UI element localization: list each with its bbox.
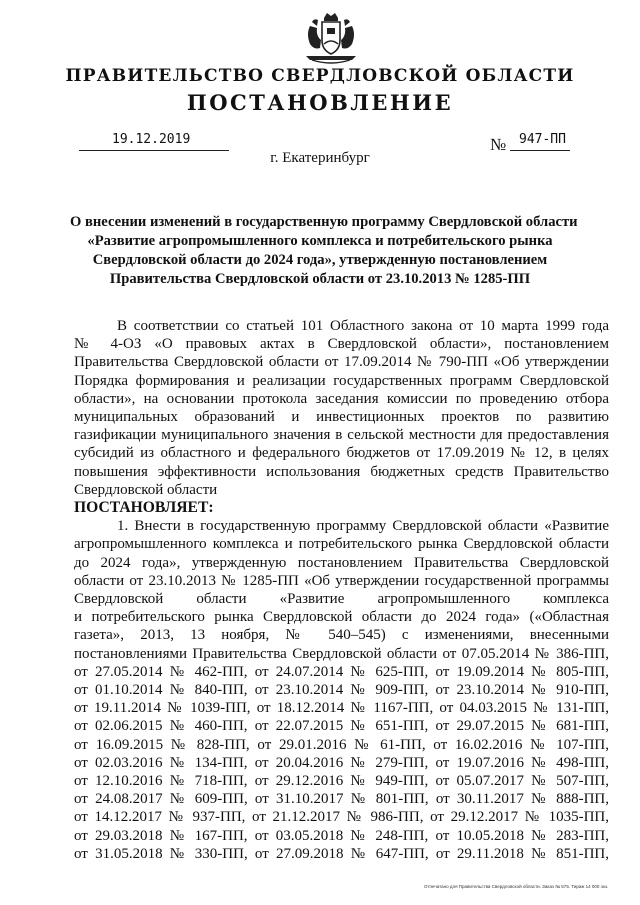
decree-word: ПОСТАНОВЛЯЕТ: (74, 499, 214, 517)
print-footer: Отпечатано для Правительства Свердловской области. Заказ № 575. Тираж 14 000 экз. (424, 884, 609, 889)
preamble-line: Свердловской области (74, 481, 218, 498)
number-sign: № (490, 135, 507, 154)
heading-line: О внесении изменений в государственную программу Свердловской области (70, 214, 578, 230)
item1-line: и потребительского рынка Свердловской области до 2024 года» («Областная (74, 609, 609, 626)
item1-line: области от 23.10.2013 № 1285-ПП «Об утверждении государственной программы (74, 572, 609, 589)
preamble-line: повышения эффективности использования бюджетных средств Правительство (74, 463, 609, 480)
preamble-line: области», на основании протокола заседания комиссии по проведению отбора (74, 390, 609, 407)
heading-line: «Развитие агропромышленного комплекса и потребительского рынка (87, 233, 553, 249)
document-number: 947-ПП (519, 132, 566, 147)
item1-line: от 16.09.2015 № 828-ПП, от 29.01.2016 № 61-ПП, от 16.02.2016 № 107-ПП, (74, 736, 609, 753)
preamble-line: субсидий из областного и федерального бюджетов от 17.09.2019 № 12, в целях (74, 445, 609, 462)
preamble-line: газификации муниципального значения в сельской местности для предоставления (74, 427, 609, 444)
document-type: ПОСТАНОВЛЕНИЕ (186, 90, 454, 115)
heading-line: Свердловской области до 2024 года», утвержденную постановлением (92, 252, 548, 268)
item1-line: от 19.11.2014 № 1039-ПП, от 18.12.2014 № 1167-ПП, от 04.03.2015 № 131-ПП, (74, 700, 609, 717)
preamble-line: Порядка формирования и реализации государственных программ Свердловской (74, 372, 609, 389)
item1-line: от 27.05.2014 № 462-ПП, от 24.07.2014 № 625-ПП, от 19.09.2014 № 805-ПП, (74, 663, 609, 680)
item1-line: от 24.08.2017 № 609-ПП, от 31.10.2017 № 801-ПП, от 30.11.2017 № 888-ПП, (74, 791, 609, 808)
item1-line: агропромышленного комплекса и потребительского рынка Свердловской области (74, 536, 609, 553)
item1-line: от 01.10.2014 № 840-ПП, от 23.10.2014 № 909-ПП, от 23.10.2014 № 910-ПП, (74, 682, 609, 699)
item1-line: от 29.03.2018 № 167-ПП, от 03.05.2018 № 248-ПП, от 10.05.2018 № 283-ПП, (74, 827, 609, 844)
item1-line: Свердловской области «Развитие агропромышленного комплекса (74, 591, 609, 608)
document-heading (70, 213, 578, 289)
preamble-line: № 4-ОЗ «О правовых актах в Свердловской области», постановлением (74, 336, 609, 353)
document-body (74, 317, 609, 863)
item1-line: от 02.03.2016 № 134-ПП, от 20.04.2016 № 279-ПП, от 19.07.2016 № 498-ПП, (74, 754, 609, 771)
document-date: 19.12.2019 (112, 132, 191, 147)
heading-line: Правительства Свердловской области от 23.10.2013 № 1285-ПП (109, 271, 531, 287)
preamble-line: Правительства Свердловской области от 17.09.2014 № 790-ПП «Об утверждении (74, 354, 609, 371)
item1-line: от 31.05.2018 № 330-ПП, от 27.09.2018 № 647-ПП, от 29.11.2018 № 851-ПП, (74, 845, 609, 862)
item1-line: от 12.10.2016 № 718-ПП, от 29.12.2016 № 949-ПП, от 05.07.2017 № 507-ПП, (74, 773, 609, 790)
item1-line: от 02.06.2015 № 460-ПП, от 22.07.2015 № 651-ПП, от 29.07.2015 № 681-ПП, (74, 718, 609, 735)
item1-line: постановлениями Правительства Свердловской области от 07.05.2014 № 386-ПП, (74, 645, 609, 662)
item1-line: от 14.12.2017 № 937-ПП, от 21.12.2017 № 986-ПП, от 29.12.2017 № 1035-ПП, (74, 809, 609, 826)
preamble-line: В соответствии со статьей 101 Областного закона от 10 марта 1999 года (117, 318, 609, 334)
city: г. Екатеринбург (270, 150, 370, 166)
item1-line: газета», 2013, 13 ноября, № 540–545) с изменениями, внесенными (74, 627, 609, 644)
item1-line: 1. Внести в государственную программу Свердловской области «Развитие (117, 518, 609, 535)
item1-line: до 2024 года», утвержденную постановлением Правительства Свердловской (74, 554, 609, 571)
government-name: ПРАВИТЕЛЬСТВО СВЕРДЛОВСКОЙ ОБЛАСТИ (65, 66, 575, 86)
sverdlovsk-coat-of-arms-icon (300, 10, 362, 66)
preamble-line: муниципальных образований и инвестиционных проектов по развитию (74, 409, 609, 426)
